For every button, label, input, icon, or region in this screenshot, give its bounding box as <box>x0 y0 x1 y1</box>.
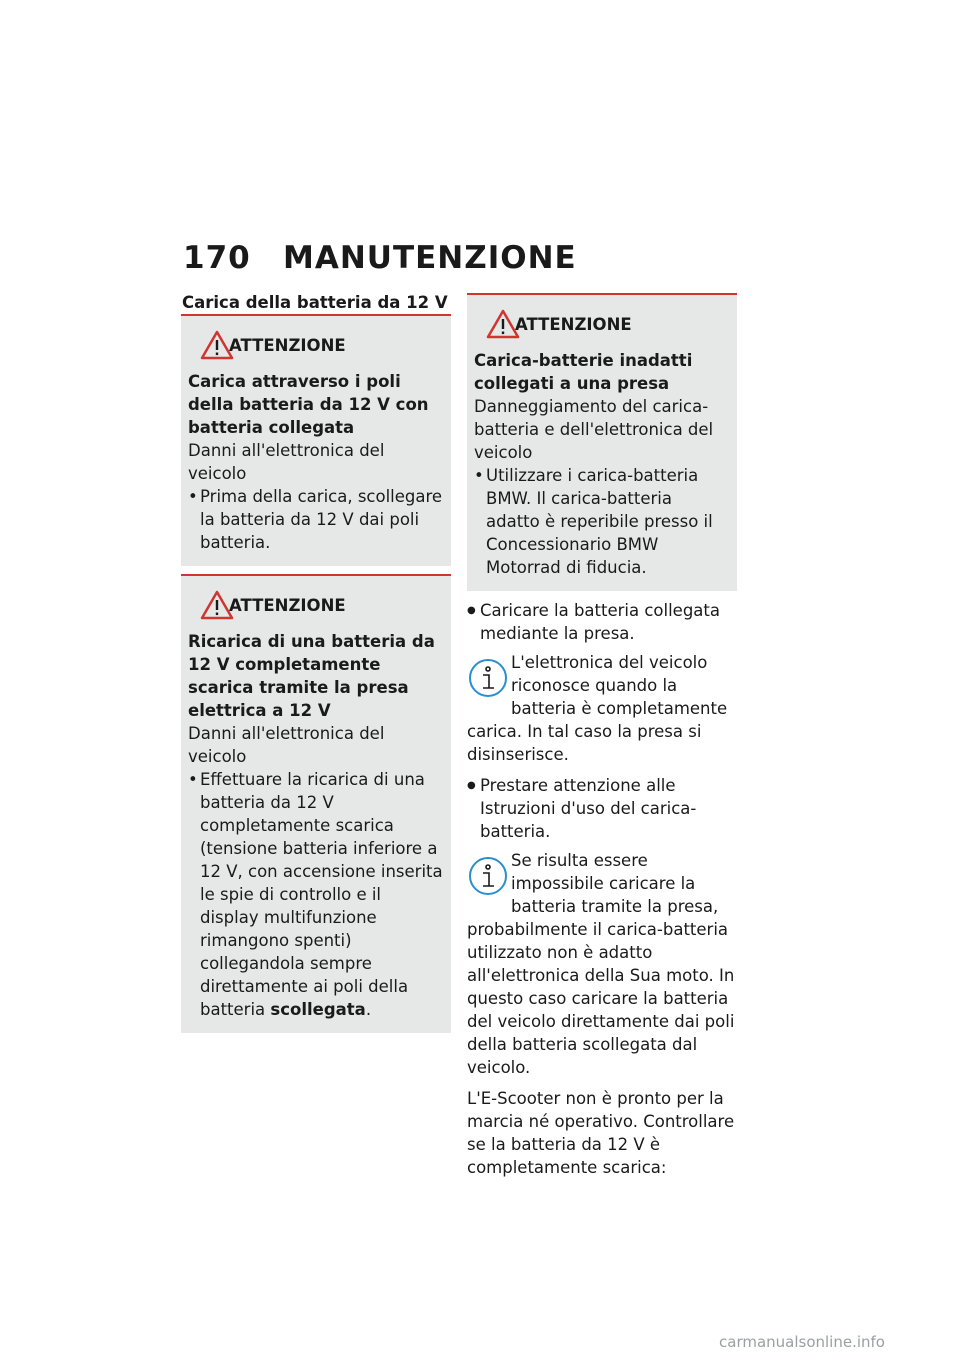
list-item: • Utilizzare i carica-batteria BMW. Il carica-batteria adatto è reperibile presso il Concessionario BMW Motorrad di fiducia. <box>474 464 730 579</box>
warning-text: Danneggiamento del carica-batteria e dell'elettronica del veicolo <box>474 397 714 462</box>
warning-label: ATTENZIONE <box>515 315 632 334</box>
page-number: 170 <box>183 240 251 276</box>
info-icon <box>467 657 509 699</box>
list-item: • Prima della carica, scollegare la batteria da 12 V dai poli batteria. <box>188 485 444 554</box>
warning-bullets <box>188 485 444 554</box>
info-note: Se risulta essere impossibile caricare la batteria tramite la presa, probabilmente il carica-batteria utilizzato non è adatto all'elettronica della Sua moto. In questo caso caricare la batteria del veicolo direttamente dai poli della batteria scollegata dal veicolo. <box>467 851 735 1077</box>
warning-box-1 <box>181 314 451 566</box>
warning-bullets <box>474 464 730 579</box>
instruction-step: ● Caricare la batteria collegata mediante la presa. <box>467 599 737 645</box>
section-subtitle: Carica della batteria da 12 V <box>182 293 448 312</box>
section-title: MANUTENZIONE <box>283 240 577 276</box>
warning-title: Carica-batterie inadatti collegati a una presa <box>474 351 693 393</box>
warning-title: Carica attraverso i poli della batteria da 12 V con batteria collegata <box>188 372 429 437</box>
page-header <box>183 240 577 276</box>
warning-label: ATTENZIONE <box>229 596 346 615</box>
instruction-step: ● Prestare attenzione alle Istruzioni d'uso del carica-batteria. <box>467 774 737 843</box>
warning-title: Ricarica di una batteria da 12 V completamente scarica tramite la presa elettrica a 12 V <box>188 632 435 720</box>
info-note: L'elettronica del veicolo riconosce quando la batteria è completamente carica. In tal caso la presa si disinserisce. <box>467 653 728 764</box>
warning-bullets <box>188 768 444 1021</box>
warning-text: Danni all'elettronica del veicolo <box>188 441 385 483</box>
left-column <box>181 290 451 1033</box>
watermark[interactable]: carmanualsonline.info <box>719 1333 885 1351</box>
warning-label: ATTENZIONE <box>229 336 346 355</box>
warning-text: Danni all'elettronica del veicolo <box>188 724 385 766</box>
info-icon <box>467 855 509 897</box>
warning-box-3 <box>467 293 737 591</box>
body-paragraph: L'E-Scooter non è pronto per la marcia né operativo. Controllare se la batteria da 12 V è completamente scarica: <box>467 1089 735 1177</box>
list-item: • Effettuare la ricarica di una batteria da 12 V completamente scarica (tensione batteria inferiore a 12 V, con accensione inserita le spie di controllo e il display multifunzione rimangono spenti) collegandola sempre direttamente ai poli della batteria scollegata. <box>188 768 444 1021</box>
right-column <box>467 293 737 1179</box>
warning-box-2 <box>181 574 451 1033</box>
